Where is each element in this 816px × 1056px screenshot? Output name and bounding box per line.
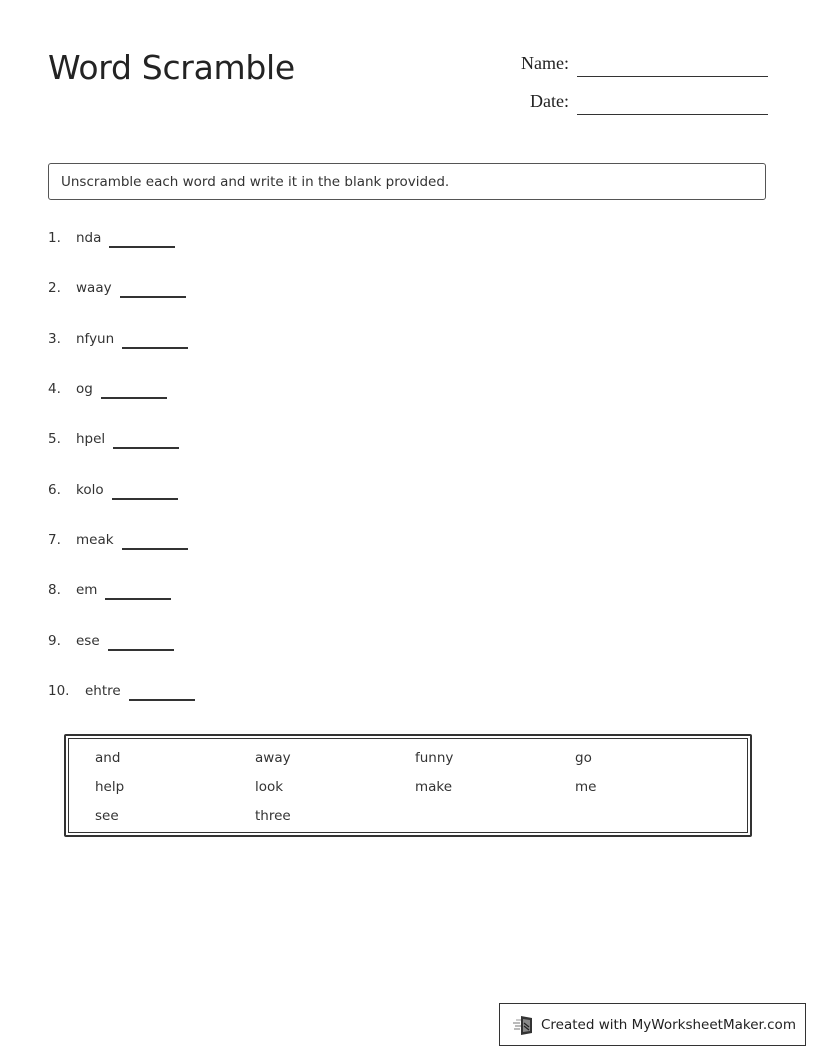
word-bank-item: go bbox=[575, 750, 592, 766]
scrambled-word: meak bbox=[76, 532, 114, 548]
instructions-box bbox=[48, 163, 766, 200]
scrambled-word: ese bbox=[76, 633, 100, 649]
problem-number: 2. bbox=[48, 280, 61, 296]
problem-item bbox=[48, 582, 171, 598]
word-bank-item: help bbox=[95, 779, 125, 795]
answer-blank[interactable] bbox=[101, 397, 167, 399]
scrambled-word: og bbox=[76, 381, 93, 397]
problem-item bbox=[48, 482, 178, 498]
word-bank-item: see bbox=[95, 808, 119, 824]
answer-blank[interactable] bbox=[122, 548, 188, 550]
problem-item bbox=[48, 532, 188, 548]
problem-number: 9. bbox=[48, 633, 61, 649]
scrambled-word: waay bbox=[76, 280, 112, 296]
date-label: Date: bbox=[530, 91, 569, 111]
word-bank-item: funny bbox=[415, 750, 454, 766]
answer-blank[interactable] bbox=[113, 447, 179, 449]
answer-blank[interactable] bbox=[129, 699, 195, 701]
answer-blank[interactable] bbox=[122, 347, 188, 349]
problem-item bbox=[48, 381, 167, 397]
problem-item bbox=[48, 683, 195, 699]
problem-number: 3. bbox=[48, 331, 61, 347]
problem-item bbox=[48, 230, 175, 246]
answer-blank[interactable] bbox=[109, 246, 175, 248]
word-bank-item: and bbox=[95, 750, 121, 766]
word-bank-item: three bbox=[255, 808, 291, 824]
word-bank-item: away bbox=[255, 750, 291, 766]
answer-blank[interactable] bbox=[108, 649, 174, 651]
instructions-text: Unscramble each word and write it in the blank provided. bbox=[61, 173, 450, 190]
worksheet-maker-logo-icon bbox=[512, 1014, 536, 1036]
problem-item bbox=[48, 633, 174, 649]
word-bank-inner bbox=[68, 738, 748, 833]
problem-number: 10. bbox=[48, 683, 70, 699]
word-bank-item: look bbox=[255, 779, 284, 795]
scrambled-word: hpel bbox=[76, 431, 106, 447]
problem-item bbox=[48, 331, 188, 347]
name-blank-line[interactable] bbox=[577, 76, 768, 77]
problem-number: 6. bbox=[48, 482, 61, 498]
footer-text: Created with MyWorksheetMaker.com bbox=[541, 1016, 796, 1033]
problem-number: 4. bbox=[48, 381, 61, 397]
scrambled-word: kolo bbox=[76, 482, 104, 498]
problem-number: 1. bbox=[48, 230, 61, 246]
scrambled-word: em bbox=[76, 582, 98, 598]
answer-blank[interactable] bbox=[105, 598, 171, 600]
word-bank-item: me bbox=[575, 779, 597, 795]
scrambled-word: nfyun bbox=[76, 331, 115, 347]
name-label: Name: bbox=[521, 53, 569, 73]
name-field bbox=[509, 52, 768, 74]
scrambled-word: ehtre bbox=[85, 683, 121, 699]
date-field bbox=[509, 90, 768, 112]
scrambled-word: nda bbox=[76, 230, 102, 246]
word-bank-item: make bbox=[415, 779, 453, 795]
footer-badge[interactable] bbox=[499, 1003, 806, 1046]
problem-number: 7. bbox=[48, 532, 61, 548]
problem-item bbox=[48, 280, 186, 296]
problem-item bbox=[48, 431, 179, 447]
problem-number: 5. bbox=[48, 431, 61, 447]
answer-blank[interactable] bbox=[120, 296, 186, 298]
problem-number: 8. bbox=[48, 582, 61, 598]
word-bank bbox=[64, 734, 752, 837]
page-title: Word Scramble bbox=[48, 48, 295, 87]
answer-blank[interactable] bbox=[112, 498, 178, 500]
date-blank-line[interactable] bbox=[577, 114, 768, 115]
